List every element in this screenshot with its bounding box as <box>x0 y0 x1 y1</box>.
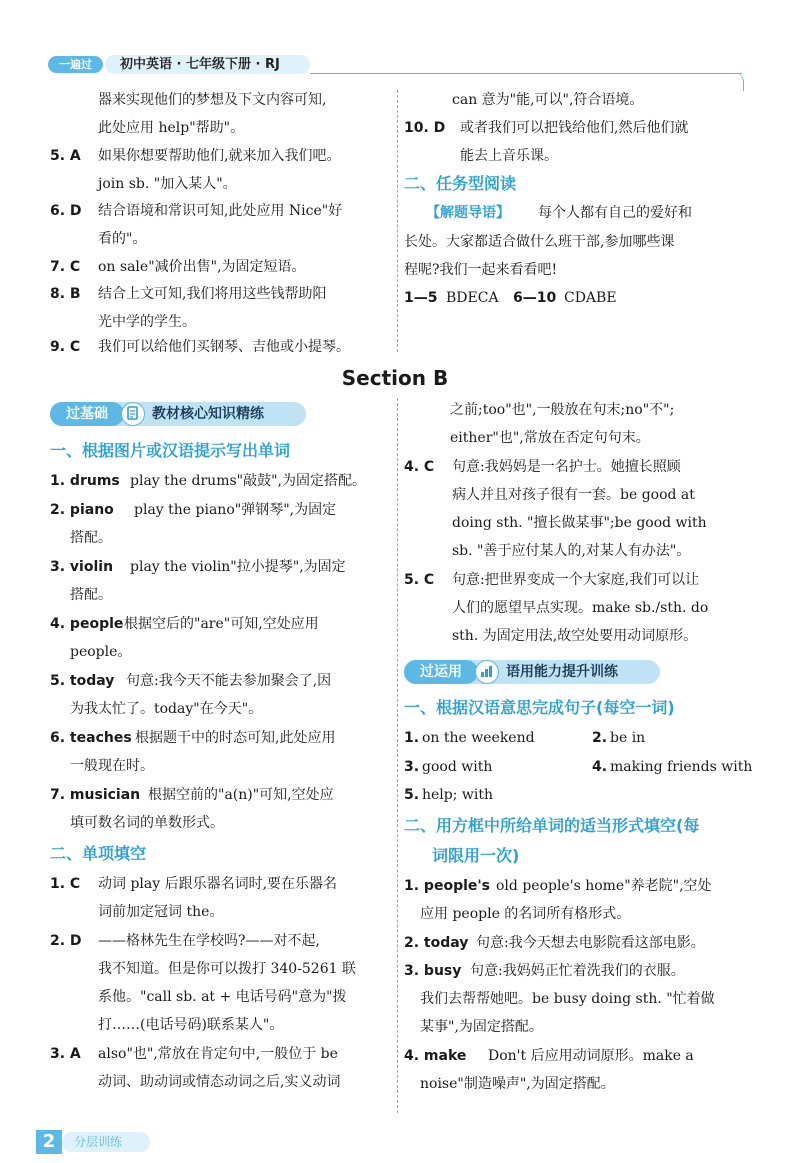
section-heading: 二、单项填空 <box>50 844 147 863</box>
text-line: 根据空后的"are"可知,空处应用 <box>124 616 319 632</box>
text-line: play the drums"敲鼓",为固定搭配。 <box>130 473 366 489</box>
text-line: 结合上文可知,我们将用这些钱帮助阳 <box>98 286 327 302</box>
text-line: either"也",常放在否定句句末。 <box>450 430 650 446</box>
text-line: 填可数名词的单数形式。 <box>70 815 224 831</box>
text-line: 我们可以给他们买钢琴、吉他或小提琴。 <box>98 339 350 355</box>
fill-answer: on the weekend <box>422 730 535 746</box>
text-line: Don't 后应用动词原形。make a <box>488 1048 694 1064</box>
answer-number: 4. people <box>50 616 124 632</box>
text-line: 搭配。 <box>70 530 112 546</box>
answer-number: 1. drums <box>50 473 120 489</box>
guide-label: 【解题导语】 <box>426 205 510 221</box>
section-heading: 一、根据汉语意思完成句子(每空一词) <box>404 698 675 717</box>
answer-letters: BDECA <box>446 290 499 306</box>
footer-label: 分层训练 <box>62 1132 150 1152</box>
answer-number: 2. piano <box>50 502 114 518</box>
section-heading-cont: 词限用一次) <box>432 846 520 865</box>
text-line: 病人并且对孩子很有一套。be good at <box>452 487 695 503</box>
answer-number: 8. B <box>50 286 81 302</box>
text-line: 每个人都有自己的爱好和 <box>538 205 692 221</box>
text-line: 句意:我妈妈正忙着洗我们的衣服。 <box>470 963 685 979</box>
text-line: 结合语境和常识可知,此处应用 Nice"好 <box>98 203 343 219</box>
text-line: also"也",常放在肯定句中,一般位于 be <box>98 1046 338 1062</box>
text-line: old people's home"养老院",空处 <box>496 878 712 894</box>
text-line: people。 <box>70 644 132 660</box>
text-line: 人们的愿望早点实现。make sb./sth. do <box>452 600 709 616</box>
column-divider-top <box>397 90 398 352</box>
fill-answer: be in <box>610 730 646 746</box>
text-line: ——格林先生在学校吗?——对不起, <box>98 933 320 949</box>
answer-number: 7. musician <box>50 787 141 803</box>
answer-number: 2. D <box>50 933 82 949</box>
text-line: 光中学的学生。 <box>98 314 196 330</box>
text-line: 应用 people 的名词所有格形式。 <box>420 906 631 922</box>
fill-number: 4. <box>592 759 608 775</box>
text-line: 为我太忙了。today"在今天"。 <box>70 701 263 717</box>
text-line: 一般现在时。 <box>70 758 154 774</box>
text-line: 句意:我妈妈是一名护士。她擅长照顾 <box>452 459 681 475</box>
section-heading: 二、用方框中所给单词的适当形式填空(每 <box>404 816 700 835</box>
text-line: can 意为"能,可以",符合语境。 <box>452 92 644 108</box>
banner-label: 过基础 <box>50 402 124 426</box>
text-line: 搭配。 <box>70 587 112 603</box>
answer-letters: CDABE <box>564 290 617 306</box>
answer-number: 7. C <box>50 259 81 275</box>
banner-text: 教材核心知识精练 <box>152 406 264 422</box>
answer-number: 9. C <box>50 339 81 355</box>
answer-number: 1. C <box>50 876 81 892</box>
section-heading: 二、任务型阅读 <box>404 174 517 193</box>
text-line: join sb. "加入某人"。 <box>98 176 237 192</box>
fill-answer: good with <box>422 759 493 775</box>
text-line: 长处。大家都适合做什么班干部,参加哪些课 <box>404 234 675 250</box>
text-line: 根据空前的"a(n)"可知,空处应 <box>148 787 334 803</box>
answer-number: 3. violin <box>50 559 114 575</box>
text-line: 词前加定冠词 the。 <box>98 904 224 920</box>
section-heading: 一、根据图片或汉语提示写出单词 <box>50 441 291 460</box>
text-line: 句意:我今天不能去参加聚会了,因 <box>126 673 332 689</box>
text-line: sb. "善于应付某人的,对某人有办法"。 <box>452 543 691 559</box>
text-line: 打……(电话号码)联系某人"。 <box>98 1017 284 1033</box>
text-line: 某事",为固定搭配。 <box>420 1019 543 1035</box>
answer-number: 10. D <box>404 120 446 136</box>
answer-range: 1—5 <box>404 290 438 306</box>
text-line: 动词、助动词或情态动词之后,实义动词 <box>98 1074 341 1090</box>
answer-number: 5. C <box>404 572 435 588</box>
answer-number: 6. teaches <box>50 730 132 746</box>
fill-answer: help; with <box>422 787 494 803</box>
text-line: 动词 play 后跟乐器名词时,要在乐器名 <box>98 876 338 892</box>
answer-number: 4. C <box>404 459 435 475</box>
text-line: on sale"减价出售",为固定短语。 <box>98 259 306 275</box>
text-line: sth. 为固定用法,故空处要用动词原形。 <box>452 628 698 644</box>
clipboard-icon <box>121 402 145 426</box>
text-line: 如果你想要帮助他们,就来加入我们吧。 <box>98 148 341 164</box>
fill-answer: making friends with <box>610 759 753 775</box>
answer-range: 6—10 <box>513 290 557 306</box>
answer-number: 3. busy <box>404 963 462 979</box>
column-divider-bottom <box>397 398 398 1113</box>
text-line: 根据题干中的时态可知,此处应用 <box>135 730 336 746</box>
answer-number: 5. today <box>50 673 115 689</box>
answer-number: 5. A <box>50 148 81 164</box>
header-rule <box>310 73 742 74</box>
text-line: 程呢?我们一起来看看吧! <box>404 262 558 278</box>
text-line: 或者我们可以把钱给他们,然后他们就 <box>460 120 689 136</box>
text-line: 之前;too"也",一般放在句末;no"不"; <box>450 402 675 418</box>
answer-number: 2. today <box>404 935 469 951</box>
answer-number: 1. people's <box>404 878 491 894</box>
answer-number: 6. D <box>50 203 82 219</box>
chart-icon <box>475 660 499 684</box>
banner-text: 语用能力提升训练 <box>506 664 618 680</box>
fill-number: 3. <box>404 759 420 775</box>
section-title: Section B <box>341 366 449 390</box>
text-line: 系他。"call sb. at + 电话号码"意为"拨 <box>98 989 347 1005</box>
fill-number: 2. <box>592 730 608 746</box>
text-line: 我们去帮帮她吧。be busy doing sth. "忙着做 <box>420 991 715 1007</box>
text-line: noise"制造噪声",为固定搭配。 <box>420 1076 615 1092</box>
banner-label: 过运用 <box>404 660 478 684</box>
fill-number: 1. <box>404 730 420 746</box>
text-line: 看的"。 <box>98 231 147 247</box>
text-line: play the violin"拉小提琴",为固定 <box>130 559 346 575</box>
answer-number: 4. make <box>404 1048 467 1064</box>
text-line: 句意:把世界变成一个大家庭,我们可以让 <box>452 572 700 588</box>
fill-number: 5. <box>404 787 420 803</box>
page-number: 2 <box>36 1130 62 1154</box>
header-rule-curve <box>735 73 744 91</box>
text-line: 能去上音乐课。 <box>460 148 558 164</box>
text-line: 我不知道。但是你可以拨打 340-5261 联 <box>98 961 356 977</box>
answer-number: 3. A <box>50 1046 81 1062</box>
header-title: 初中英语 · 七年级下册 · RJ <box>120 57 280 72</box>
text-line: 此处应用 help"帮助"。 <box>98 120 245 136</box>
text-line: 器来实现他们的梦想及下文内容可知, <box>98 92 327 108</box>
text-line: 句意:我今天想去电影院看这部电影。 <box>476 935 705 951</box>
text-line: doing sth. "擅长做某事";be good with <box>452 515 707 531</box>
text-line: play the piano"弹钢琴",为固定 <box>134 502 337 518</box>
header-logo: 一遍过 <box>59 58 92 71</box>
